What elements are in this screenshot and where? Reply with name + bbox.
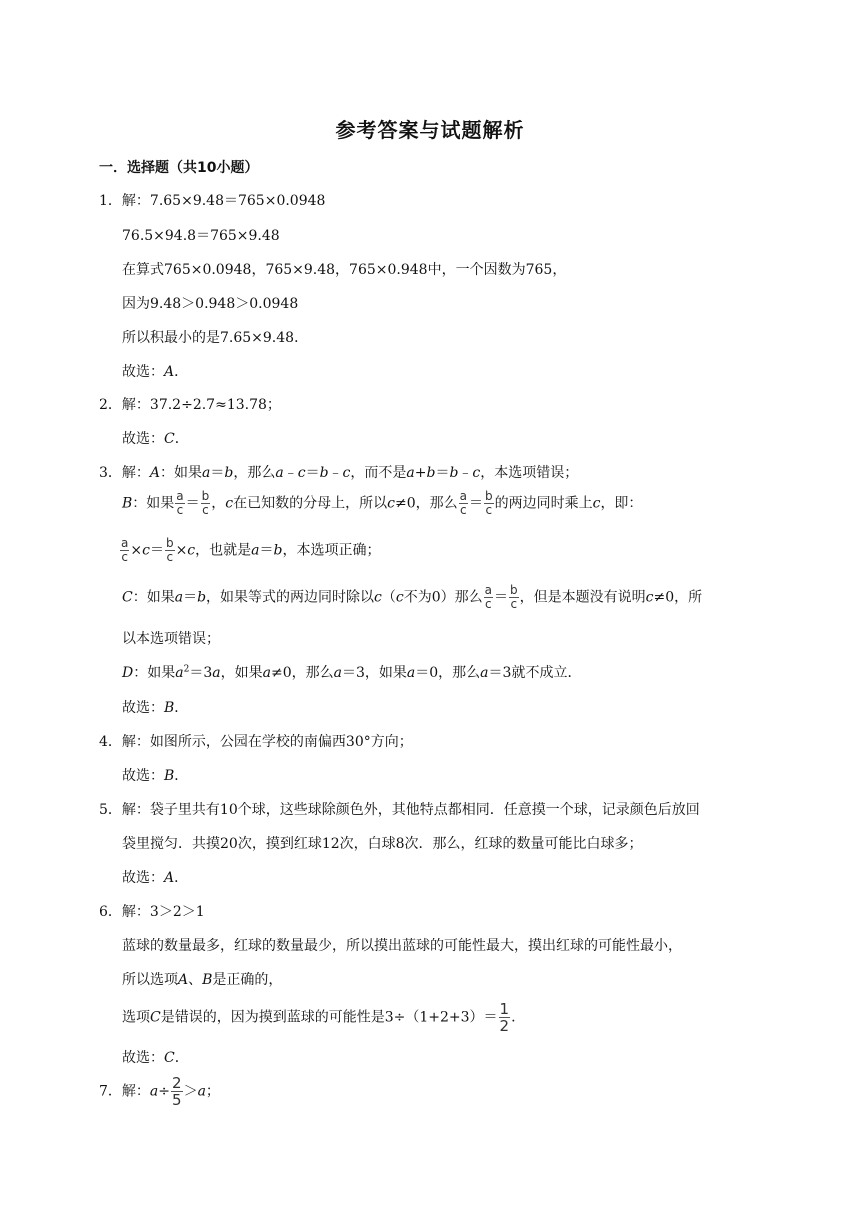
numerator: b bbox=[510, 583, 518, 597]
answer-text: ：如果 bbox=[132, 495, 175, 512]
variable: c bbox=[342, 465, 351, 481]
variable: c bbox=[387, 495, 395, 512]
variable: a bbox=[333, 665, 342, 681]
answer-line: 蓝球的数量最多，红球的数量最少，所以摸出蓝球的可能性最大，摸出红球的可能性最小， bbox=[122, 938, 682, 954]
numerator: a bbox=[121, 536, 129, 550]
operator: ÷ bbox=[158, 1083, 171, 1100]
question-3 bbox=[99, 462, 578, 482]
answer-choice bbox=[122, 697, 188, 717]
variable: b bbox=[426, 465, 436, 481]
question-2 bbox=[99, 394, 281, 414]
denominator: c bbox=[485, 597, 492, 611]
answer-line: 在算式765×0.0948，765×9.48，765×0.948中，一个因数为765， bbox=[122, 262, 567, 278]
fraction bbox=[484, 490, 494, 517]
variable: a bbox=[406, 665, 416, 681]
variable: a bbox=[262, 665, 271, 681]
answer-line bbox=[119, 537, 380, 564]
option-label: C bbox=[122, 589, 133, 606]
question-number: 7． bbox=[99, 1083, 122, 1100]
variable: c bbox=[645, 589, 654, 606]
variable: a bbox=[197, 1083, 206, 1100]
variable: b bbox=[449, 465, 459, 481]
answer-text: ，如果 bbox=[220, 665, 263, 681]
variable: b bbox=[273, 542, 283, 559]
option-label: A bbox=[149, 465, 161, 481]
answer-line: 76.5×94.8＝765×9.48 bbox=[122, 228, 280, 244]
answer-line: 以本选项错误； bbox=[122, 631, 220, 647]
answer-text: 选项 bbox=[122, 1009, 150, 1026]
answer-text: ﹣ bbox=[328, 465, 343, 481]
question-1 bbox=[99, 190, 325, 210]
variable: c bbox=[225, 495, 234, 512]
variable: a bbox=[480, 665, 489, 681]
fraction bbox=[201, 490, 211, 517]
answer-choice bbox=[122, 1047, 189, 1067]
variable: a bbox=[149, 1083, 159, 1100]
numerator: 2 bbox=[172, 1074, 182, 1092]
answer-value: B bbox=[164, 700, 175, 716]
answer-label: 故选： bbox=[122, 768, 164, 784]
answer-text: 所以选项 bbox=[122, 972, 178, 988]
variable: c bbox=[297, 465, 306, 481]
variable: a bbox=[212, 665, 221, 681]
question-5 bbox=[99, 799, 700, 819]
variable: b bbox=[224, 465, 234, 481]
answer-text: 解： bbox=[121, 465, 150, 481]
variable: c bbox=[395, 589, 404, 606]
answer-text: 是正确的， bbox=[212, 972, 283, 988]
variable: b bbox=[197, 589, 207, 606]
variable: c bbox=[374, 589, 382, 606]
variable: c bbox=[472, 465, 481, 481]
variable: a bbox=[406, 465, 415, 481]
variable: a bbox=[174, 589, 184, 606]
variable: c bbox=[187, 542, 196, 559]
answer-line: 解：袋子里共有10个球，这些球除颜色外，其他特点都相同．任意摸一个球，记录颜色后放回 bbox=[121, 802, 700, 818]
answer-line: 解：37.2÷2.7≈13.78； bbox=[121, 397, 281, 413]
answer-value: A bbox=[164, 364, 175, 380]
answer-line: 所以积最小的是7.65×9.48． bbox=[122, 330, 309, 346]
denominator: 5 bbox=[172, 1091, 182, 1109]
option-label: B bbox=[202, 972, 213, 988]
punctuation: . bbox=[511, 1009, 516, 1026]
answer-text: + bbox=[414, 465, 427, 481]
answer-text: ，本选项错误； bbox=[480, 465, 579, 481]
answer-line: 解：如图所示，公园在学校的南偏西30°方向； bbox=[121, 734, 413, 750]
answer-label: 故选： bbox=[122, 431, 164, 447]
option-label: B bbox=[122, 495, 133, 512]
question-number: 2． bbox=[99, 397, 122, 413]
answer-text: ≠0，那么 bbox=[394, 495, 458, 512]
section-heading: 一．选择题（共10小题） bbox=[99, 160, 259, 176]
answer-value: B bbox=[164, 768, 175, 784]
answer-text: ＝ bbox=[210, 465, 225, 481]
fraction bbox=[165, 537, 175, 564]
answer-text: ，也就是 bbox=[195, 542, 252, 559]
answer-text: ＝ bbox=[435, 465, 450, 481]
fraction bbox=[509, 584, 519, 611]
answer-text: ＝3 bbox=[189, 665, 213, 681]
answer-text: ＝ bbox=[149, 542, 164, 559]
answer-text: ＝3，如果 bbox=[341, 665, 407, 681]
denominator: c bbox=[459, 503, 467, 517]
numerator: b bbox=[484, 489, 493, 503]
question-7 bbox=[99, 1075, 220, 1108]
answer-text: × bbox=[175, 542, 188, 559]
denominator: c bbox=[202, 503, 209, 517]
denominator: c bbox=[166, 550, 174, 564]
answer-line bbox=[122, 662, 581, 682]
question-number: 6． bbox=[99, 904, 122, 920]
operator: ＞ bbox=[183, 1083, 198, 1100]
answer-text: ＝ bbox=[183, 589, 198, 606]
punctuation: ． bbox=[174, 768, 189, 784]
fraction bbox=[120, 537, 129, 564]
option-label: A bbox=[178, 972, 189, 988]
answer-text: ≠0，那么 bbox=[270, 665, 334, 681]
answer-value: C bbox=[164, 431, 175, 447]
answer-label: 故选： bbox=[122, 870, 164, 886]
denominator: c bbox=[485, 503, 493, 517]
answer-text: ：如果 bbox=[132, 589, 175, 606]
answer-choice bbox=[122, 765, 188, 785]
fraction bbox=[175, 490, 184, 517]
answer-value: A bbox=[164, 870, 175, 886]
question-number: 4． bbox=[99, 734, 122, 750]
answer-text: （ bbox=[381, 589, 396, 606]
option-label: C bbox=[150, 1009, 161, 1026]
denominator: c bbox=[510, 597, 518, 611]
answer-line bbox=[122, 969, 282, 989]
numerator: b bbox=[201, 489, 210, 503]
page-title: 参考答案与试题解析 bbox=[335, 118, 525, 142]
answer-text: ，即： bbox=[600, 495, 643, 512]
answer-text: 不为0）那么 bbox=[403, 589, 483, 606]
question-6 bbox=[99, 901, 205, 921]
punctuation: ． bbox=[174, 431, 189, 447]
variable: a bbox=[251, 542, 260, 559]
answer-text: ：如果 bbox=[133, 665, 176, 681]
answer-text: 的两边同时乘上 bbox=[494, 495, 593, 512]
answer-text: ＝ bbox=[305, 465, 320, 481]
exponent: 2 bbox=[183, 664, 190, 675]
fraction bbox=[459, 490, 468, 517]
answer-text: ﹣ bbox=[283, 465, 298, 481]
numerator: a bbox=[176, 489, 184, 503]
numerator: b bbox=[165, 536, 174, 550]
variable: b bbox=[319, 465, 329, 481]
answer-text: 是错误的，因为摸到蓝球的可能性是3÷（1+2+3）＝ bbox=[160, 1009, 498, 1026]
question-4 bbox=[99, 731, 413, 751]
answer-text: ＝0，那么 bbox=[415, 665, 481, 681]
answer-line bbox=[122, 490, 642, 517]
answer-text: ，那么 bbox=[233, 465, 276, 481]
answer-line bbox=[122, 1001, 516, 1034]
question-number: 5． bbox=[99, 802, 122, 818]
answer-line: 因为9.48＞0.948＞0.0948 bbox=[122, 296, 299, 312]
variable: c bbox=[142, 542, 150, 559]
answer-text: ：如果 bbox=[160, 465, 203, 481]
variable: a bbox=[175, 665, 184, 681]
punctuation: ． bbox=[174, 700, 189, 716]
answer-text: ，如果等式的两边同时除以 bbox=[206, 589, 375, 606]
answer-text: ＝ bbox=[185, 495, 200, 512]
answer-text: ＝ bbox=[259, 542, 274, 559]
answer-text: 在已知数的分母上，所以 bbox=[233, 495, 388, 512]
answer-label: 故选： bbox=[122, 1050, 164, 1066]
option-label: D bbox=[122, 665, 134, 681]
variable: c bbox=[592, 495, 601, 512]
answer-text: ≠0，所 bbox=[653, 589, 703, 606]
answer-choice bbox=[122, 361, 188, 381]
punctuation: ； bbox=[205, 1083, 220, 1100]
answer-line bbox=[122, 584, 702, 611]
question-number: 1． bbox=[99, 193, 122, 209]
numerator: 1 bbox=[499, 1000, 510, 1018]
denominator: c bbox=[176, 503, 184, 517]
answer-line: 解：3＞2＞1 bbox=[121, 904, 205, 920]
denominator: c bbox=[121, 550, 128, 564]
answer-label: 故选： bbox=[122, 364, 164, 380]
answer-text: 、 bbox=[188, 972, 203, 988]
answer-value: C bbox=[164, 1050, 175, 1066]
punctuation: ． bbox=[174, 1050, 189, 1066]
answer-choice bbox=[122, 867, 188, 887]
variable: a bbox=[202, 465, 211, 481]
answer-line: 袋里搅匀．共摸20次，摸到红球12次，白球8次．那么，红球的数量可能比白球多； bbox=[122, 836, 643, 852]
answer-text: ＝ bbox=[494, 589, 509, 606]
answer-text: × bbox=[130, 542, 143, 559]
answer-text: ＝ bbox=[468, 495, 483, 512]
numerator: a bbox=[459, 489, 467, 503]
variable: a bbox=[275, 465, 284, 481]
denominator: 2 bbox=[499, 1017, 510, 1035]
numerator: a bbox=[484, 583, 493, 597]
answer-text: 解： bbox=[121, 1083, 150, 1100]
punctuation: ． bbox=[174, 364, 189, 380]
answer-text: ， bbox=[211, 495, 226, 512]
fraction bbox=[499, 1001, 511, 1034]
answer-text: ，而不是 bbox=[350, 465, 407, 481]
question-number: 3． bbox=[99, 465, 122, 481]
answer-text: ，但是本题没有说明 bbox=[519, 589, 646, 606]
answer-label: 故选： bbox=[122, 700, 164, 716]
answer-choice bbox=[122, 428, 189, 448]
fraction bbox=[171, 1075, 183, 1108]
answer-line: 解：7.65×9.48＝765×0.0948 bbox=[121, 193, 326, 209]
answer-text: ﹣ bbox=[458, 465, 473, 481]
answer-text: ，本选项正确； bbox=[282, 542, 381, 559]
fraction bbox=[484, 584, 493, 611]
punctuation: ． bbox=[174, 870, 189, 886]
answer-text: ＝3就不成立． bbox=[488, 665, 582, 681]
